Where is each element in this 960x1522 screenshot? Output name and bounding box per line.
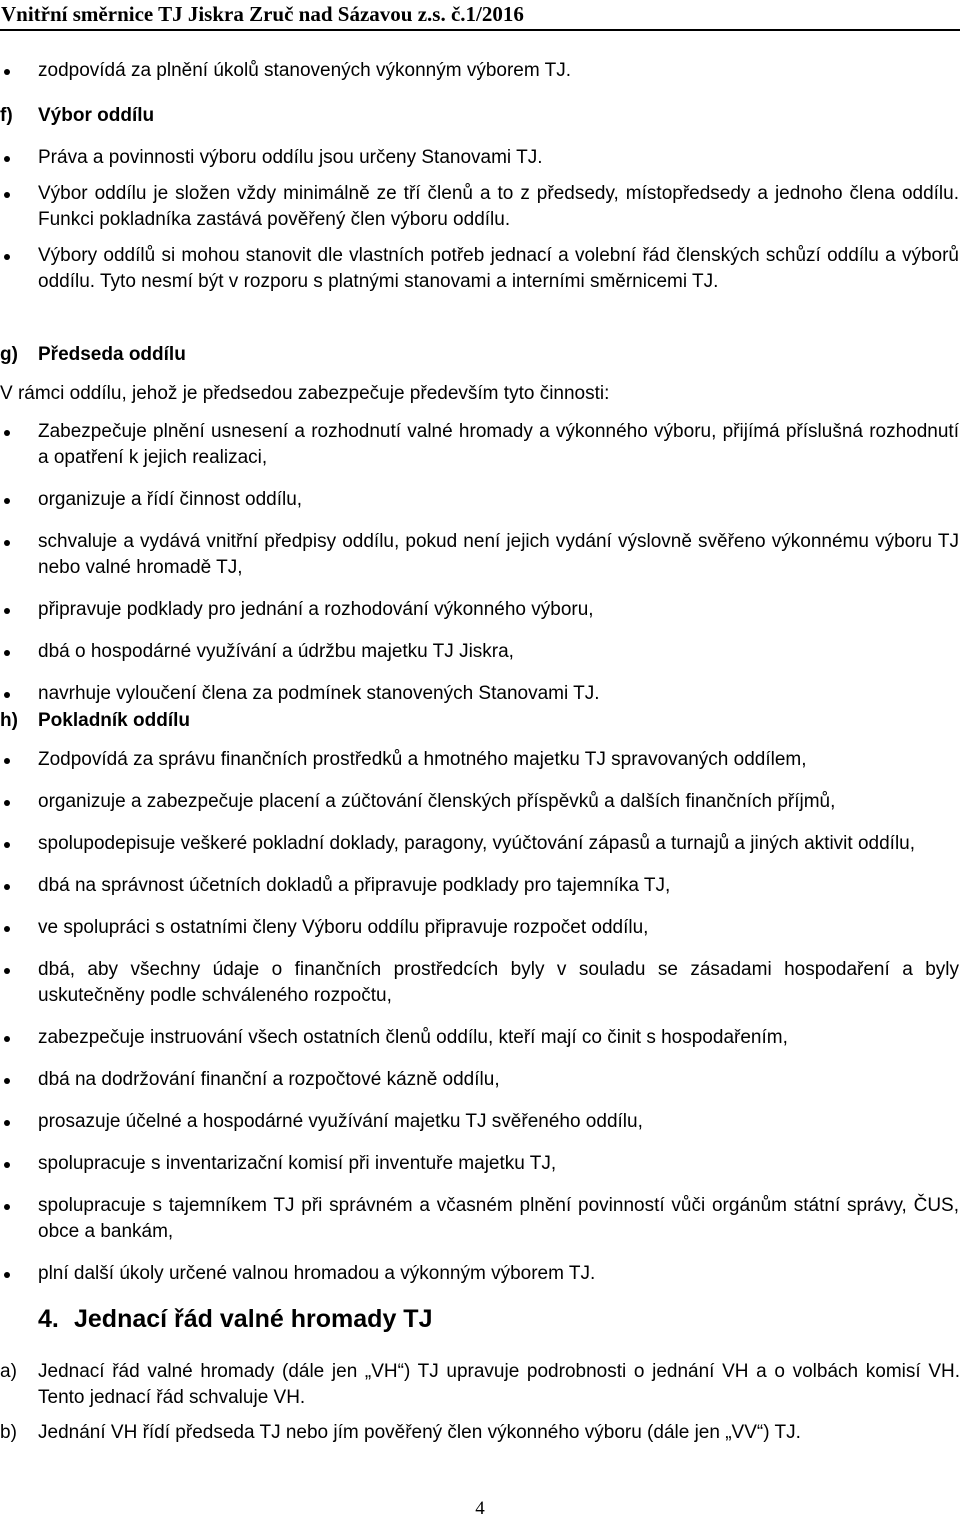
intro-list — [0, 58, 960, 84]
header-title: Vnitřní směrnice TJ Jiskra Zruč nad Sázavou z.s. č.1/2016 — [1, 2, 524, 26]
list-item — [0, 529, 960, 581]
bullet-icon — [4, 1036, 10, 1042]
list-item-text: Zodpovídá za správu finančních prostředků a hmotného majetku TJ spravovaných oddílem, — [38, 749, 807, 770]
list-item-text: Zabezpečuje plnění usnesení a rozhodnutí valné hromady a výkonného výboru, přijímá příslušná rozhodnutí a opatření k jejich realizaci, — [38, 421, 959, 468]
list-item — [0, 419, 960, 471]
list-item — [0, 1067, 960, 1093]
bullet-icon — [4, 758, 10, 764]
bullet-icon — [4, 156, 10, 162]
section-number: 4. — [38, 1305, 59, 1333]
bullet-icon — [4, 692, 10, 698]
paragraph-a — [0, 1359, 960, 1411]
paragraph-b — [0, 1420, 960, 1446]
list-item-text: spolupracuje s inventarizační komisí při inventuře majetku TJ, — [38, 1153, 557, 1174]
bullet-icon — [4, 1204, 10, 1210]
list-item — [0, 1193, 960, 1245]
bullet-icon — [4, 1272, 10, 1278]
bullet-icon — [4, 968, 10, 974]
list-item-text: organizuje a zabezpečuje placení a zúčtování členských příspěvků a dalších finančních příjmů, — [38, 791, 836, 812]
section-f-list — [0, 145, 960, 295]
section-label: f) — [0, 105, 13, 126]
page-number: 4 — [475, 1498, 485, 1519]
paragraph-text: Jednací řád valné hromady (dále jen „VH“) TJ upravuje podrobnosti o jednání VH a o volbách komisí VH. Tento jednací řád schvaluje VH. — [38, 1361, 960, 1408]
list-item-text: Výbory oddílů si mohou stanovit dle vlastních potřeb jednací a volební řád členských schůzí oddílu a výborů oddílu. Tyto nesmí být v rozporu s platnými stanovami a interními směrnicemi TJ. — [38, 245, 959, 292]
list-item-text: zabezpečuje instruování všech ostatních členů oddílu, kteří mají co činit s hospodařením, — [38, 1027, 788, 1048]
list-item-text: spolupodepisuje veškeré pokladní doklady, paragony, vyúčtování zápasů a turnajů a jiných aktivit oddílu, — [38, 833, 916, 854]
section-title: Výbor oddílu — [38, 105, 155, 126]
section-title: Pokladník oddílu — [38, 710, 191, 731]
paragraph-label: a) — [0, 1361, 17, 1382]
bullet-icon — [4, 800, 10, 806]
list-item-text: navrhuje vyloučení člena za podmínek stanovených Stanovami TJ. — [38, 683, 600, 704]
bullet-icon — [4, 192, 10, 198]
paragraph-text: Jednání VH řídí předseda TJ nebo jím pověřený člen výkonného výboru (dále jen „VV“) TJ. — [38, 1422, 801, 1443]
list-item-text: organizuje a řídí činnost oddílu, — [38, 489, 303, 510]
list-item-text: zodpovídá za plnění úkolů stanovených výkonným výborem TJ. — [38, 60, 571, 81]
list-item-text: dbá o hospodárné využívání a údržbu majetku TJ Jiskra, — [38, 641, 514, 662]
list-item — [0, 1109, 960, 1135]
header-divider — [0, 29, 960, 31]
list-item — [0, 639, 960, 665]
list-item — [0, 957, 960, 1009]
list-item — [0, 1261, 960, 1287]
bullet-icon — [4, 926, 10, 932]
list-item-text: připravuje podklady pro jednání a rozhodování výkonného výboru, — [38, 599, 594, 620]
bullet-icon — [4, 430, 10, 436]
list-item — [0, 681, 960, 707]
list-item — [0, 243, 960, 295]
bullet-icon — [4, 540, 10, 546]
list-item-text: dbá na dodržování finanční a rozpočtové kázně oddílu, — [38, 1069, 500, 1090]
list-item-text: Práva a povinnosti výboru oddílu jsou určeny Stanovami TJ. — [38, 147, 543, 168]
section-label: g) — [0, 344, 18, 365]
bullet-icon — [4, 69, 10, 75]
list-item-text: prosazuje účelné a hospodárné využívání majetku TJ svěřeného oddílu, — [38, 1111, 643, 1132]
section-f-heading — [0, 103, 154, 129]
section-4-title — [38, 1303, 432, 1335]
list-item — [0, 1025, 960, 1051]
list-item — [0, 487, 960, 513]
bullet-icon — [4, 254, 10, 260]
list-item-text: schvaluje a vydává vnitřní předpisy oddílu, pokud není jejich vydání výslovně svěřeno výkonnému výboru TJ nebo valné hromadě TJ, — [38, 531, 959, 578]
section-title-text: Jednací řád valné hromady TJ — [74, 1305, 433, 1333]
list-item — [0, 915, 960, 941]
list-item — [0, 597, 960, 623]
list-item — [0, 145, 960, 171]
section-label: h) — [0, 710, 18, 731]
list-item — [0, 747, 960, 773]
section-g-list — [0, 419, 960, 707]
list-item-text: spolupracuje s tajemníkem TJ při správném a včasném plnění povinností vůči orgánům státní správy, ČUS, obce a bankám, — [38, 1195, 959, 1242]
bullet-icon — [4, 608, 10, 614]
list-item-text: dbá, aby všechny údaje o finančních prostředcích byly v souladu se zásadami hospodaření a byly uskutečněny podle schváleného rozpočtu, — [38, 959, 959, 1006]
list-item-text: dbá na správnost účetních dokladů a připravuje podklady pro tajemníka TJ, — [38, 875, 671, 896]
bullet-icon — [4, 884, 10, 890]
list-item-text: ve spolupráci s ostatními členy Výboru oddílu připravuje rozpočet oddílu, — [38, 917, 649, 938]
bullet-icon — [4, 1120, 10, 1126]
section-g-intro: V rámci oddílu, jehož je předsedou zabezpečuje především tyto činnosti: — [0, 383, 610, 404]
bullet-icon — [4, 650, 10, 656]
list-item-text: Výbor oddílu je složen vždy minimálně ze tří členů a to z předsedy, místopředsedy a jednoho člena oddílu. Funkci pokladníka zastává pověřený člen výboru oddílu. — [38, 183, 959, 230]
list-item — [0, 831, 960, 857]
paragraph-label: b) — [0, 1422, 17, 1443]
bullet-icon — [4, 1162, 10, 1168]
list-item — [0, 873, 960, 899]
list-item — [0, 789, 960, 815]
section-h-list — [0, 747, 960, 1287]
section-title: Předseda oddílu — [38, 344, 186, 365]
section-h-heading — [0, 708, 190, 734]
bullet-icon — [4, 498, 10, 504]
list-item-text: plní další úkoly určené valnou hromadou a výkonným výborem TJ. — [38, 1263, 596, 1284]
bullet-icon — [4, 1078, 10, 1084]
list-item — [0, 58, 960, 84]
bullet-icon — [4, 842, 10, 848]
list-item — [0, 1151, 960, 1177]
section-g-heading — [0, 342, 186, 368]
list-item — [0, 181, 960, 233]
